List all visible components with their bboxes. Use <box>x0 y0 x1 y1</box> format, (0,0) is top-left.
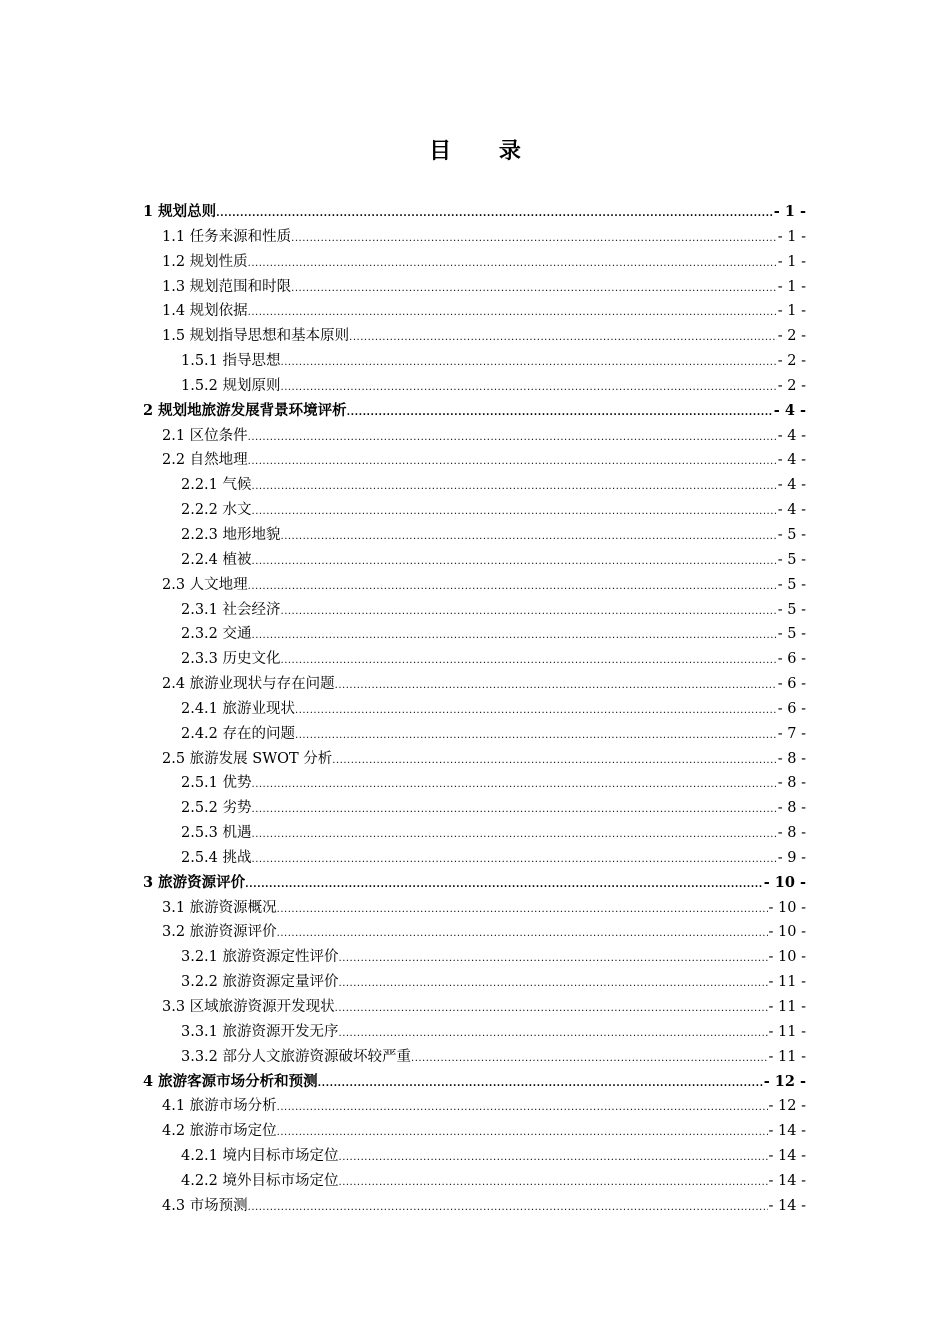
toc-entry[interactable] <box>143 1045 806 1070</box>
toc-entry-title: 4.1 旅游市场分析 <box>162 1098 277 1115</box>
toc-entry[interactable] <box>143 1094 806 1119</box>
toc-entry-page: - 14 - <box>768 1123 806 1140</box>
toc-entry-page: - 10 - <box>763 873 806 891</box>
toc-entry-page: - 9 - <box>777 849 806 866</box>
toc-dot-leader <box>277 922 768 947</box>
toc-dot-leader <box>248 426 777 451</box>
toc-dot-leader <box>281 600 777 625</box>
toc-entry[interactable] <box>143 747 806 772</box>
toc-entry[interactable] <box>143 1144 806 1169</box>
toc-dot-leader <box>248 1196 768 1221</box>
toc-dot-leader <box>347 401 773 426</box>
toc-entry-page: - 2 - <box>777 377 806 394</box>
toc-entry-title: 2.2.1 气候 <box>181 477 252 494</box>
toc-entry-title: 2.5.3 机遇 <box>181 825 252 842</box>
toc-entry[interactable] <box>143 225 806 250</box>
toc-entry-title: 1.3 规划范围和时限 <box>162 278 292 295</box>
toc-entry[interactable] <box>143 399 806 424</box>
toc-dot-leader <box>281 525 777 550</box>
toc-entry-title: 2.2 自然地理 <box>162 452 248 469</box>
toc-entry[interactable] <box>143 1119 806 1144</box>
toc-dot-leader <box>281 351 777 376</box>
toc-entry-page: - 11 - <box>768 974 806 991</box>
toc-entry-page: - 4 - <box>777 427 806 444</box>
toc-dot-leader <box>295 724 777 749</box>
toc-entry[interactable] <box>143 920 806 945</box>
toc-entry-title: 2.5.4 挑战 <box>181 849 252 866</box>
toc-heading: 目 录 <box>429 138 541 164</box>
toc-dot-leader <box>281 376 777 401</box>
toc-entry-title: 1.5.1 指导思想 <box>181 353 281 370</box>
toc-entry[interactable] <box>143 846 806 871</box>
toc-entry[interactable] <box>143 250 806 275</box>
toc-entry[interactable] <box>143 1194 806 1219</box>
toc-entry[interactable] <box>143 424 806 449</box>
toc-entry-title: 2.4.2 存在的问题 <box>181 725 296 742</box>
toc-entry[interactable] <box>143 1169 806 1194</box>
toc-entry-page: - 11 - <box>768 1023 806 1040</box>
toc-dot-leader <box>245 873 763 898</box>
toc-dot-leader <box>411 1047 768 1072</box>
toc-entry-title: 2.2.3 地形地貌 <box>181 526 281 543</box>
toc-entry-title: 2 规划地旅游发展背景环境评析 <box>143 401 347 419</box>
toc-entry-page: - 5 - <box>777 576 806 593</box>
toc-entry[interactable] <box>143 299 806 324</box>
toc-entry-title: 1.2 规划性质 <box>162 253 248 270</box>
toc-entry-page: - 4 - <box>777 477 806 494</box>
toc-dot-leader <box>335 997 768 1022</box>
toc-entry-title: 3.3 区域旅游资源开发现状 <box>162 999 335 1015</box>
toc-dot-leader <box>252 848 777 873</box>
toc-entry-page: - 1 - <box>777 303 806 320</box>
toc-entry-page: - 6 - <box>777 676 806 693</box>
toc-entry-page: - 10 - <box>768 899 806 916</box>
toc-entry[interactable] <box>143 896 806 921</box>
toc-entry[interactable] <box>143 573 806 598</box>
toc-dot-leader <box>339 1171 768 1196</box>
toc-entry[interactable] <box>143 548 806 573</box>
toc-dot-leader <box>339 1146 768 1171</box>
toc-dot-leader <box>252 550 777 575</box>
toc-entry-page: - 5 - <box>777 526 806 543</box>
toc-entry[interactable] <box>143 622 806 647</box>
table-of-contents <box>143 200 806 1219</box>
toc-entry-page: - 1 - <box>777 253 806 270</box>
toc-entry[interactable] <box>143 722 806 747</box>
toc-entry-title: 1 规划总则 <box>143 203 217 220</box>
toc-entry[interactable] <box>143 697 806 722</box>
toc-entry[interactable] <box>143 970 806 995</box>
toc-entry-page: - 11 - <box>768 1048 806 1065</box>
toc-entry-title: 4.2.2 境外目标市场定位 <box>181 1172 339 1189</box>
toc-entry-title: 4.2 旅游市场定位 <box>162 1123 277 1140</box>
toc-dot-leader <box>252 624 777 649</box>
toc-entry-title: 3.3.2 部分人文旅游资源破坏较严重 <box>181 1048 412 1065</box>
toc-entry[interactable] <box>143 1020 806 1045</box>
toc-dot-leader <box>291 227 777 252</box>
toc-entry-title: 3.2.1 旅游资源定性评价 <box>181 949 339 966</box>
toc-entry[interactable] <box>143 995 806 1020</box>
toc-dot-leader <box>248 575 777 600</box>
toc-entry-page: - 2 - <box>777 328 806 345</box>
toc-entry-page: - 5 - <box>777 626 806 643</box>
toc-entry-page: - 6 - <box>777 651 806 668</box>
toc-entry-page: - 14 - <box>768 1197 806 1214</box>
toc-dot-leader <box>335 674 777 699</box>
toc-entry-title: 4.2.1 境内目标市场定位 <box>181 1148 339 1165</box>
toc-entry-title: 3.3.1 旅游资源开发无序 <box>181 1023 339 1040</box>
toc-entry-page: - 8 - <box>777 750 806 767</box>
toc-entry-title: 1.5.2 规划原则 <box>181 377 281 394</box>
toc-dot-leader <box>252 823 777 848</box>
toc-dot-leader <box>216 202 773 227</box>
toc-entry[interactable] <box>143 771 806 796</box>
toc-entry-title: 2.2.2 水文 <box>181 502 252 519</box>
toc-entry[interactable] <box>143 1070 806 1095</box>
toc-entry-page: - 10 - <box>768 924 806 941</box>
toc-entry-title: 1.5 规划指导思想和基本原则 <box>162 328 350 345</box>
toc-entry-page: - 5 - <box>777 601 806 618</box>
toc-dot-leader <box>339 1022 768 1047</box>
toc-dot-leader <box>277 898 768 923</box>
toc-entry-title: 3.2 旅游资源评价 <box>162 924 277 941</box>
toc-entry-title: 2.4 旅游业现状与存在问题 <box>162 676 335 693</box>
toc-entry-page: - 1 - <box>777 278 806 295</box>
toc-dot-leader <box>318 1072 763 1097</box>
toc-entry-page: - 12 - <box>763 1072 806 1090</box>
toc-entry[interactable] <box>143 374 806 399</box>
toc-entry[interactable] <box>143 796 806 821</box>
toc-entry-title: 2.5 旅游发展 SWOT 分析 <box>162 750 333 767</box>
toc-entry-title: 4 旅游客源市场分析和预测 <box>143 1072 318 1090</box>
toc-entry-title: 1.1 任务来源和性质 <box>162 228 292 245</box>
toc-entry[interactable] <box>143 275 806 300</box>
toc-dot-leader <box>349 326 777 351</box>
toc-entry[interactable] <box>143 498 806 523</box>
toc-dot-leader <box>281 649 777 674</box>
toc-entry[interactable] <box>143 945 806 970</box>
toc-entry-page: - 4 - <box>777 502 806 519</box>
toc-entry-page: - 14 - <box>768 1172 806 1189</box>
toc-entry-title: 2.3.3 历史文化 <box>181 651 281 668</box>
toc-entry-title: 3.2.2 旅游资源定量评价 <box>181 974 339 991</box>
toc-entry-title: 2.3.2 交通 <box>181 626 252 643</box>
toc-entry-page: - 8 - <box>777 775 806 792</box>
toc-entry-title: 2.5.1 优势 <box>181 775 252 792</box>
toc-dot-leader <box>291 277 777 302</box>
toc-entry-title: 3 旅游资源评价 <box>143 873 246 891</box>
toc-entry-page: - 7 - <box>777 725 806 742</box>
toc-entry-page: - 4 - <box>773 401 806 419</box>
toc-entry[interactable] <box>143 473 806 498</box>
toc-dot-leader <box>332 749 776 774</box>
toc-entry[interactable] <box>143 200 806 225</box>
toc-entry-title: 2.3.1 社会经济 <box>181 601 281 618</box>
toc-entry-page: - 2 - <box>777 353 806 370</box>
toc-entry-page: - 8 - <box>777 825 806 842</box>
toc-entry-title: 2.1 区位条件 <box>162 427 248 444</box>
toc-entry-title: 2.3 人文地理 <box>162 576 248 593</box>
toc-entry[interactable] <box>143 672 806 697</box>
toc-entry[interactable] <box>143 647 806 672</box>
toc-entry-title: 2.2.4 植被 <box>181 551 252 568</box>
toc-entry[interactable] <box>143 523 806 548</box>
toc-dot-leader <box>252 500 777 525</box>
toc-entry[interactable] <box>143 349 806 374</box>
toc-dot-leader <box>339 972 768 997</box>
toc-entry-page: - 12 - <box>768 1098 806 1115</box>
toc-entry-title: 4.3 市场预测 <box>162 1197 248 1214</box>
toc-dot-leader <box>277 1121 768 1146</box>
toc-entry-page: - 6 - <box>777 700 806 717</box>
toc-dot-leader <box>248 450 777 475</box>
toc-entry-page: - 5 - <box>777 551 806 568</box>
toc-entry[interactable] <box>143 324 806 349</box>
toc-dot-leader <box>252 798 777 823</box>
toc-entry[interactable] <box>143 871 806 896</box>
toc-dot-leader <box>277 1096 768 1121</box>
toc-entry-page: - 11 - <box>768 999 806 1015</box>
toc-dot-leader <box>248 301 777 326</box>
toc-entry-title: 1.4 规划依据 <box>162 303 248 320</box>
toc-dot-leader <box>339 947 768 972</box>
toc-entry-page: - 1 - <box>777 228 806 245</box>
toc-entry-page: - 4 - <box>777 452 806 469</box>
toc-entry-title: 3.1 旅游资源概况 <box>162 899 277 916</box>
toc-dot-leader <box>248 252 777 277</box>
toc-entry-page: - 10 - <box>768 949 806 966</box>
toc-entry-page: - 14 - <box>768 1148 806 1165</box>
toc-entry[interactable] <box>143 821 806 846</box>
toc-dot-leader <box>252 773 777 798</box>
toc-entry-title: 2.4.1 旅游业现状 <box>181 700 296 717</box>
toc-entry[interactable] <box>143 448 806 473</box>
toc-entry-title: 2.5.2 劣势 <box>181 800 252 817</box>
toc-entry[interactable] <box>143 598 806 623</box>
toc-entry-page: - 8 - <box>777 800 806 817</box>
toc-entry-page: - 1 - <box>773 203 806 220</box>
toc-dot-leader <box>295 699 777 724</box>
toc-dot-leader <box>252 475 777 500</box>
